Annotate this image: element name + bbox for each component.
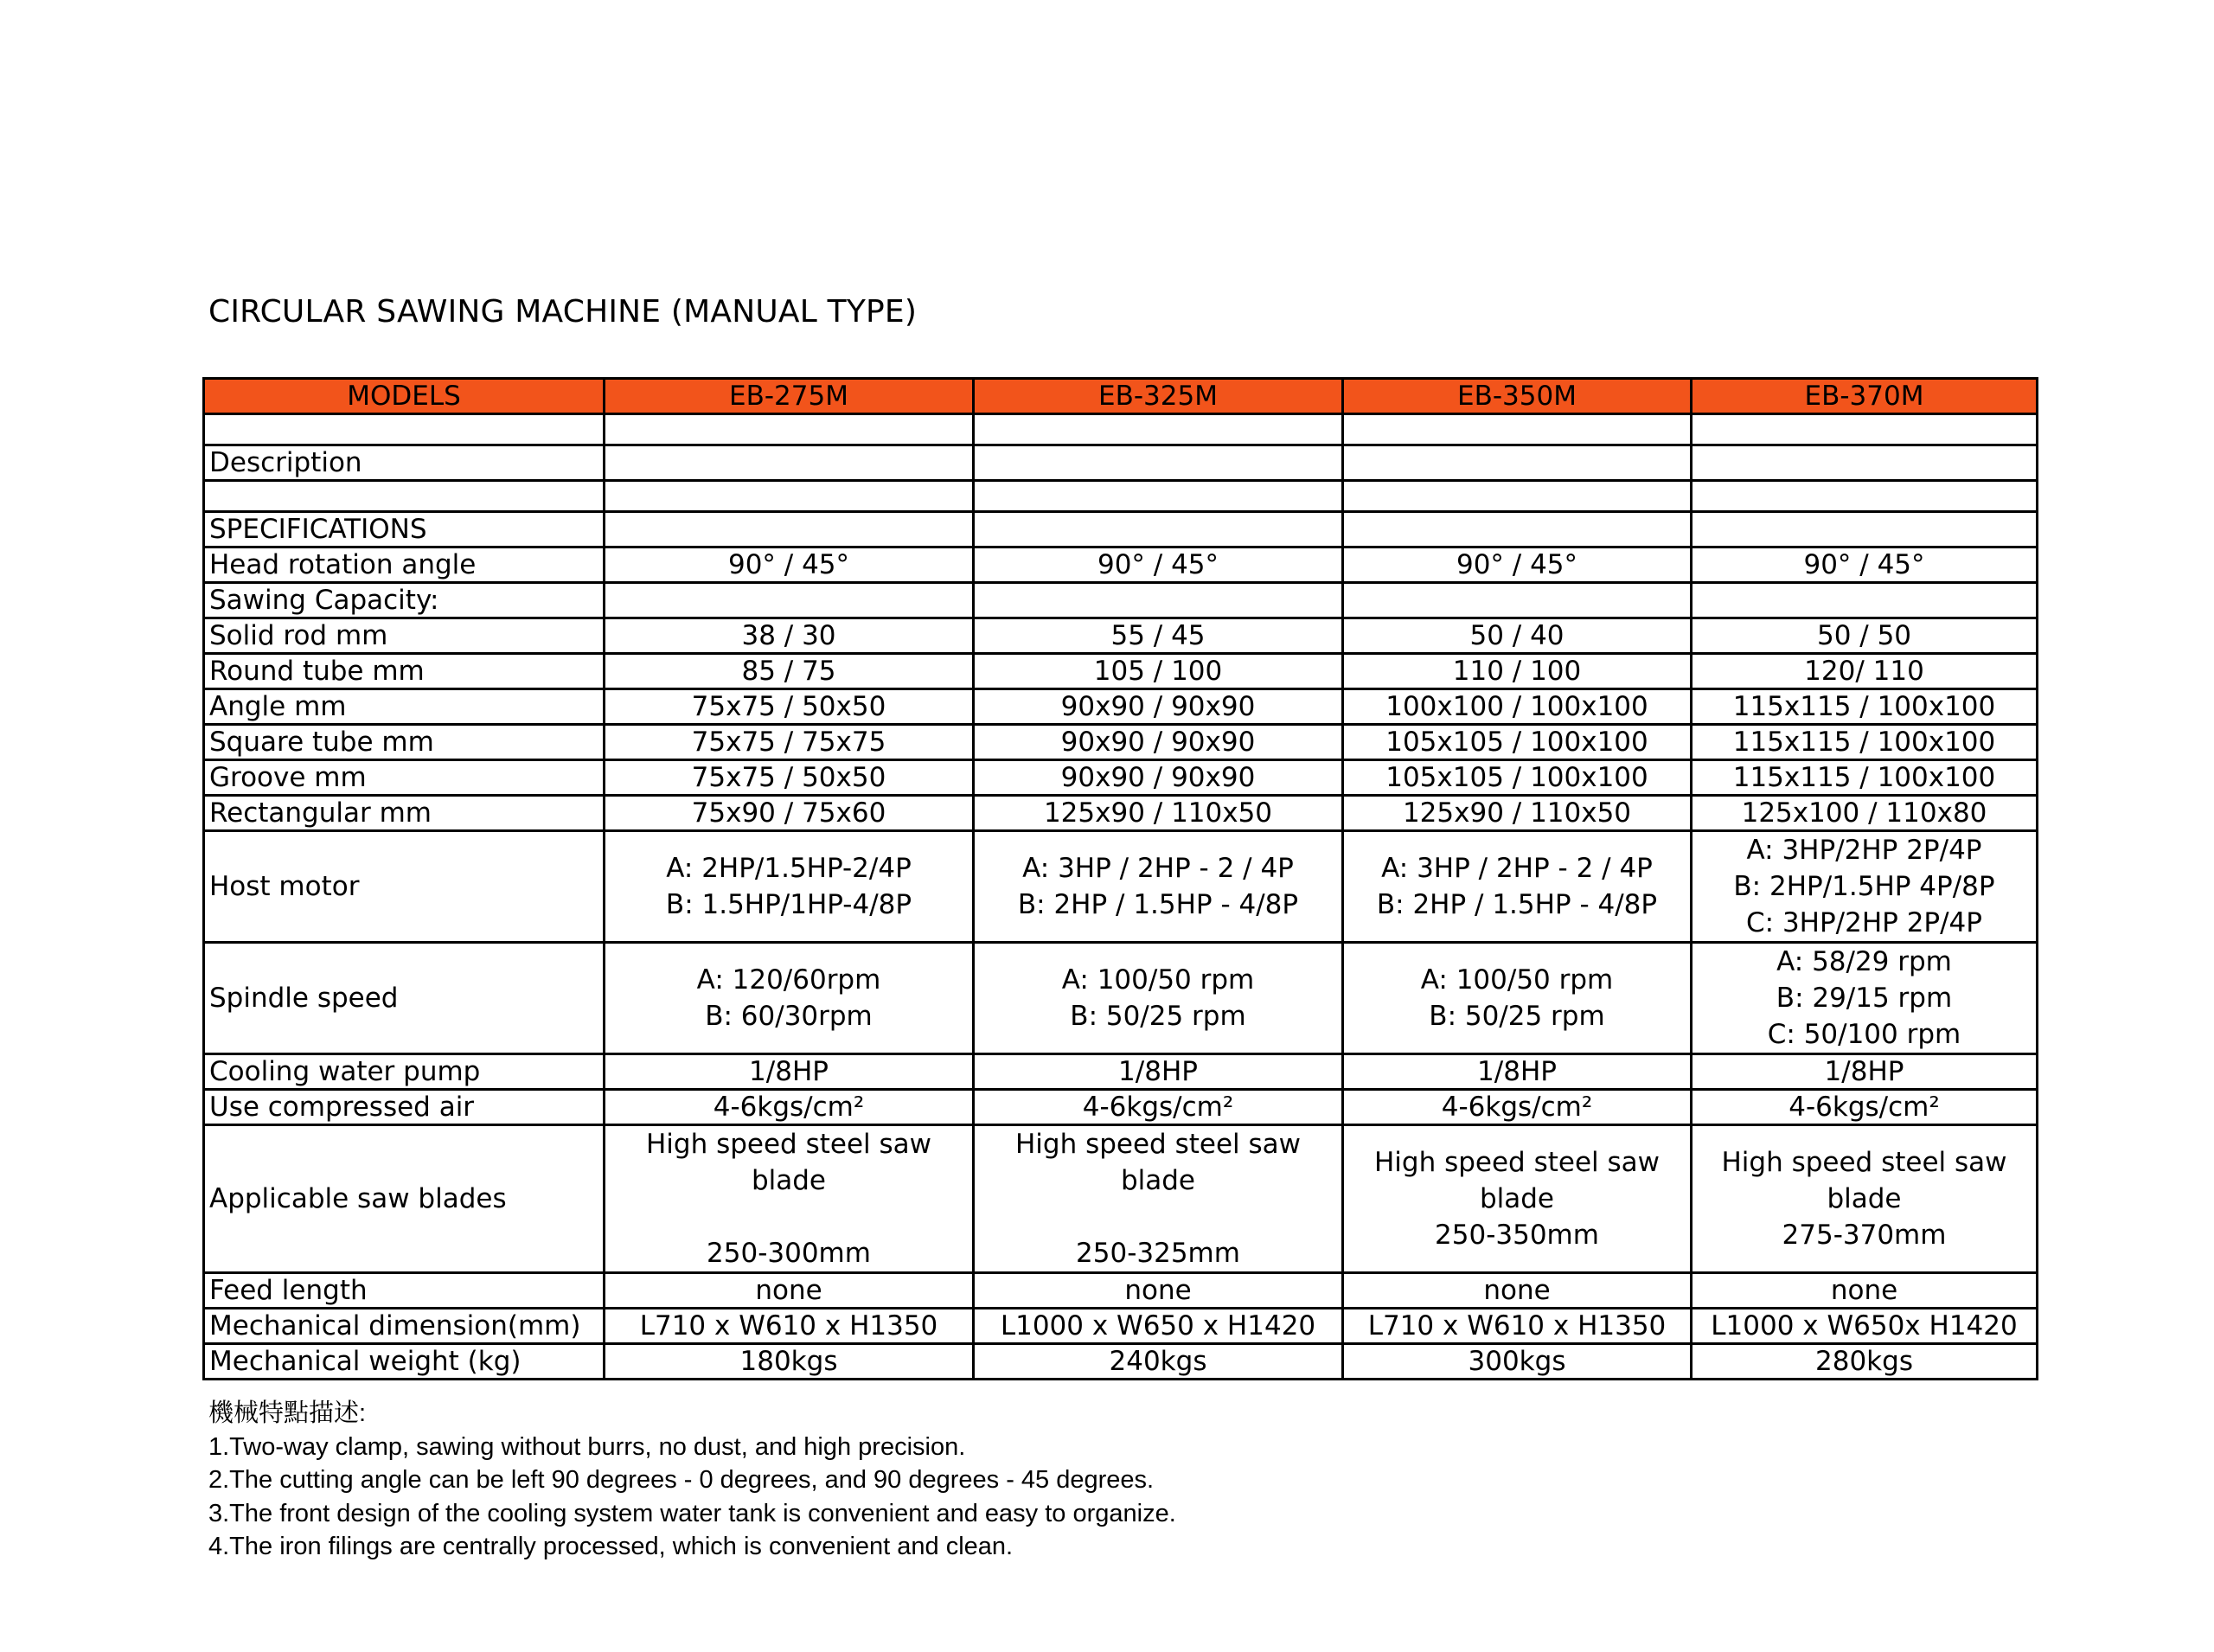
cell-line: B: 2HP / 1.5HP - 4/8P	[1017, 889, 1299, 920]
table-cell: 4-6kgs/cm²	[1692, 1090, 2038, 1125]
cell-line: C: 50/100 rpm	[1767, 1019, 1961, 1050]
cell-line: B: 50/25 rpm	[1429, 1001, 1605, 1032]
table-cell: L1000 x W650 x H1420	[974, 1309, 1343, 1344]
table-cell	[1343, 1125, 1692, 1273]
table-cell	[605, 445, 974, 481]
cell-line	[979, 1199, 1337, 1235]
table-cell	[605, 583, 974, 618]
table-cell: 90x90 / 90x90	[974, 725, 1343, 760]
row-label: Description	[204, 445, 605, 481]
table-row	[204, 618, 2038, 654]
cell-line: A: 2HP/1.5HP-2/4P	[666, 853, 912, 884]
table-cell: 1/8HP	[605, 1054, 974, 1090]
table-row	[204, 760, 2038, 796]
table-cell: L710 x W610 x H1350	[605, 1309, 974, 1344]
cell-line: High speed steel saw	[1721, 1147, 2007, 1178]
table-row	[204, 414, 2038, 445]
cell-line: A: 3HP / 2HP - 2 / 4P	[1022, 853, 1294, 884]
table-cell	[1692, 512, 2038, 547]
table-cell	[1692, 481, 2038, 512]
cell-line: B: 1.5HP/1HP-4/8P	[665, 889, 912, 920]
table-cell: 90x90 / 90x90	[974, 760, 1343, 796]
table-cell	[974, 481, 1343, 512]
cell-line: A: 3HP / 2HP - 2 / 4P	[1381, 853, 1653, 884]
row-label	[204, 481, 605, 512]
table-cell	[1692, 1125, 2038, 1273]
cell-line: 250-325mm	[1076, 1238, 1240, 1269]
cell-line: 250-350mm	[1435, 1220, 1599, 1251]
table-cell: 280kgs	[1692, 1344, 2038, 1380]
row-label: Square tube mm	[204, 725, 605, 760]
note-item: 1.Two-way clamp, sawing without burrs, no dust, and high precision.	[208, 1432, 966, 1461]
cell-line: High speed steel saw blade	[1014, 1129, 1302, 1196]
table-cell: 90° / 45°	[974, 547, 1343, 583]
row-label: Groove mm	[204, 760, 605, 796]
table-cell: 38 / 30	[605, 618, 974, 654]
table-cell: 115x115 / 100x100	[1692, 760, 2038, 796]
table-cell: 1/8HP	[1692, 1054, 2038, 1090]
table-cell: 1/8HP	[974, 1054, 1343, 1090]
table-cell: 115x115 / 100x100	[1692, 725, 2038, 760]
features-notes	[208, 1397, 1176, 1564]
table-cell	[605, 1125, 974, 1273]
table-cell: 1/8HP	[1343, 1054, 1692, 1090]
table-row	[204, 654, 2038, 689]
cell-line: B: 50/25 rpm	[1070, 1001, 1246, 1032]
table-cell	[974, 445, 1343, 481]
table-cell: 125x100 / 110x80	[1692, 796, 2038, 831]
note-item: 4.The iron filings are centrally processed, which is convenient and clean.	[208, 1533, 1014, 1560]
row-label: Cooling water pump	[204, 1054, 605, 1090]
table-cell	[1692, 414, 2038, 445]
table-cell: 125x90 / 110x50	[974, 796, 1343, 831]
header-model-3: EB-350M	[1343, 379, 1692, 414]
row-label: Applicable saw blades	[204, 1125, 605, 1273]
cell-line: B: 29/15 rpm	[1776, 983, 1953, 1014]
table-row	[204, 547, 2038, 583]
header-models: MODELS	[204, 379, 605, 414]
cell-line: A: 3HP/2HP 2P/4P	[1746, 835, 1982, 866]
table-cell	[605, 512, 974, 547]
header-row	[204, 379, 2038, 414]
table-cell	[974, 943, 1343, 1054]
note-item: 3.The front design of the cooling system water tank is convenient and easy to organize.	[208, 1499, 1176, 1527]
table-row	[204, 1054, 2038, 1090]
table-cell: none	[1343, 1273, 1692, 1309]
row-label	[204, 414, 605, 445]
table-row	[204, 512, 2038, 547]
cell-line: A: 120/60rpm	[696, 964, 881, 996]
table-cell: 300kgs	[1343, 1344, 1692, 1380]
row-label: Mechanical dimension(mm)	[204, 1309, 605, 1344]
table-cell	[1692, 831, 2038, 943]
table-cell: 180kgs	[605, 1344, 974, 1380]
table-cell: 50 / 50	[1692, 618, 2038, 654]
table-cell: 240kgs	[974, 1344, 1343, 1380]
table-row	[204, 1090, 2038, 1125]
table-cell	[1343, 583, 1692, 618]
table-cell: 4-6kgs/cm²	[974, 1090, 1343, 1125]
row-label: Mechanical weight (kg)	[204, 1344, 605, 1380]
table-row	[204, 445, 2038, 481]
table-cell	[974, 831, 1343, 943]
table-cell	[1343, 414, 1692, 445]
notes-heading: 機械特點描述:	[208, 1399, 367, 1427]
row-label: Angle mm	[204, 689, 605, 725]
row-label: Use compressed air	[204, 1090, 605, 1125]
cell-line: High speed steel saw	[1373, 1147, 1660, 1178]
table-cell: L1000 x W650x H1420	[1692, 1309, 2038, 1344]
table-cell: 4-6kgs/cm²	[1343, 1090, 1692, 1125]
table-cell: 90x90 / 90x90	[974, 689, 1343, 725]
note-item: 2.The cutting angle can be left 90 degrees - 0 degrees, and 90 degrees - 45 degrees.	[208, 1466, 1155, 1494]
cell-line	[610, 1199, 968, 1235]
row-label: Spindle speed	[204, 943, 605, 1054]
table-row	[204, 943, 2038, 1054]
table-cell: 90° / 45°	[1692, 547, 2038, 583]
table-cell	[605, 831, 974, 943]
table-cell: L710 x W610 x H1350	[1343, 1309, 1692, 1344]
table-cell	[1343, 943, 1692, 1054]
row-label: SPECIFICATIONS	[204, 512, 605, 547]
table-cell: 85 / 75	[605, 654, 974, 689]
table-cell	[1343, 831, 1692, 943]
spec-table	[202, 377, 2038, 1380]
cell-line: 275-370mm	[1782, 1220, 1947, 1251]
table-cell: 110 / 100	[1343, 654, 1692, 689]
table-cell: 50 / 40	[1343, 618, 1692, 654]
row-label: Solid rod mm	[204, 618, 605, 654]
table-cell	[974, 512, 1343, 547]
table-row	[204, 689, 2038, 725]
table-cell	[1343, 481, 1692, 512]
cell-line: B: 60/30rpm	[705, 1001, 873, 1032]
table-cell: none	[974, 1273, 1343, 1309]
cell-line: B: 2HP/1.5HP 4P/8P	[1733, 871, 1995, 902]
table-cell: 75x75 / 75x75	[605, 725, 974, 760]
row-label: Rectangular mm	[204, 796, 605, 831]
table-cell	[1343, 445, 1692, 481]
table-row	[204, 481, 2038, 512]
table-cell	[1692, 445, 2038, 481]
cell-line: blade	[1827, 1183, 1902, 1214]
table-cell	[605, 481, 974, 512]
table-cell: 115x115 / 100x100	[1692, 689, 2038, 725]
table-cell: 105 / 100	[974, 654, 1343, 689]
table-row	[204, 1273, 2038, 1309]
cell-line: blade	[1479, 1183, 1555, 1214]
table-row	[204, 1344, 2038, 1380]
header-model-1: EB-275M	[605, 379, 974, 414]
row-label: Round tube mm	[204, 654, 605, 689]
table-cell: 90° / 45°	[1343, 547, 1692, 583]
row-label: Feed length	[204, 1273, 605, 1309]
table-cell	[974, 1125, 1343, 1273]
table-cell	[605, 414, 974, 445]
table-cell	[974, 583, 1343, 618]
cell-line: A: 100/50 rpm	[1061, 964, 1255, 996]
table-cell: 75x75 / 50x50	[605, 760, 974, 796]
header-model-2: EB-325M	[974, 379, 1343, 414]
header-model-4: EB-370M	[1692, 379, 2038, 414]
table-row	[204, 583, 2038, 618]
table-row	[204, 1309, 2038, 1344]
cell-line: High speed steel saw blade	[645, 1129, 932, 1196]
table-cell: 100x100 / 100x100	[1343, 689, 1692, 725]
cell-line: B: 2HP / 1.5HP - 4/8P	[1376, 889, 1658, 920]
table-cell: 120/ 110	[1692, 654, 2038, 689]
row-label: Sawing Capacity:	[204, 583, 605, 618]
row-label: Head rotation angle	[204, 547, 605, 583]
cell-line: 250-300mm	[707, 1238, 871, 1269]
table-cell: 90° / 45°	[605, 547, 974, 583]
table-cell	[974, 414, 1343, 445]
table-cell: 55 / 45	[974, 618, 1343, 654]
row-label: Host motor	[204, 831, 605, 943]
table-cell: none	[1692, 1273, 2038, 1309]
table-row	[204, 831, 2038, 943]
table-cell	[1692, 943, 2038, 1054]
table-cell	[1343, 512, 1692, 547]
table-cell: 105x105 / 100x100	[1343, 725, 1692, 760]
table-cell: 125x90 / 110x50	[1343, 796, 1692, 831]
cell-line: A: 58/29 rpm	[1776, 946, 1952, 977]
table-row	[204, 796, 2038, 831]
table-row	[204, 1125, 2038, 1273]
table-cell	[1692, 583, 2038, 618]
table-cell: 75x75 / 50x50	[605, 689, 974, 725]
table-cell: 4-6kgs/cm²	[605, 1090, 974, 1125]
cell-line: C: 3HP/2HP 2P/4P	[1746, 907, 1982, 938]
table-row	[204, 725, 2038, 760]
table-cell: none	[605, 1273, 974, 1309]
page-title: CIRCULAR SAWING MACHINE (MANUAL TYPE)	[208, 294, 918, 330]
cell-line: A: 100/50 rpm	[1420, 964, 1614, 996]
table-cell: 75x90 / 75x60	[605, 796, 974, 831]
table-cell: 105x105 / 100x100	[1343, 760, 1692, 796]
table-cell	[605, 943, 974, 1054]
